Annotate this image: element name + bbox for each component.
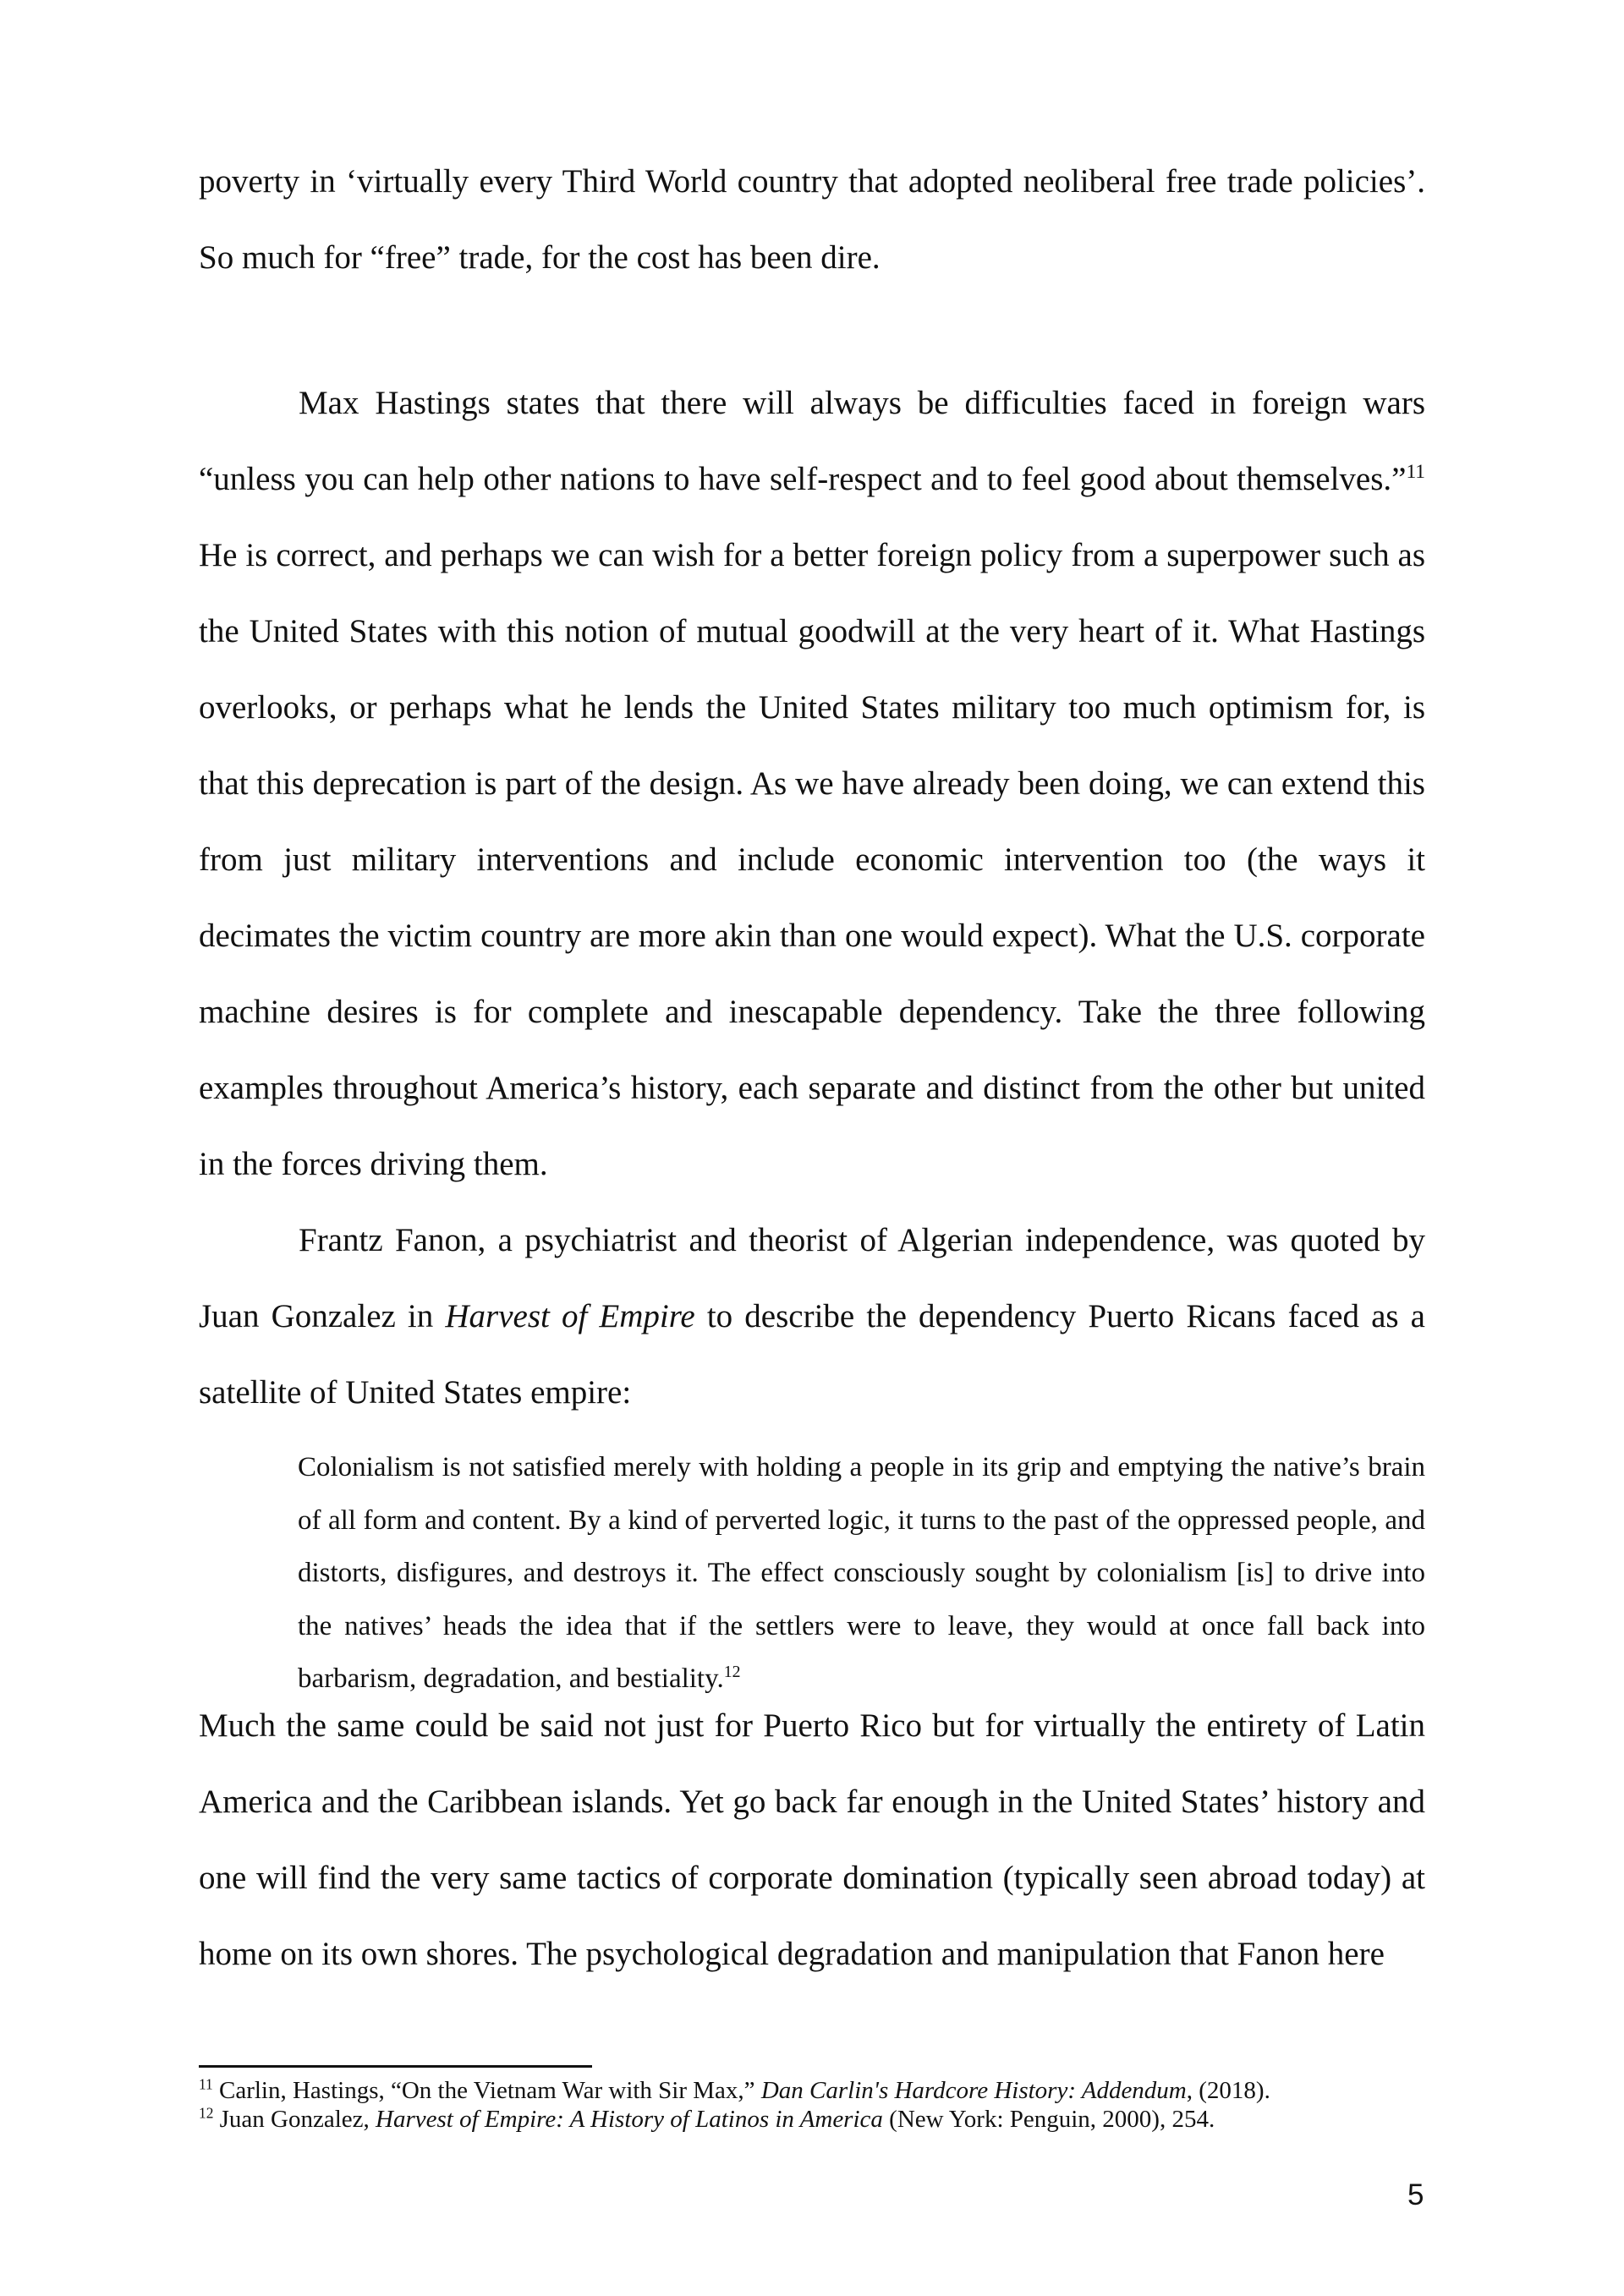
footnote-italic-title: Dan Carlin's Hardcore History: Addendum [760,2077,1187,2104]
footnote-11 [199,2076,1425,2105]
paragraph-2-text-b: He is correct, and perhaps we can wish for a better foreign policy from a superpower such as the United States with this notion of mutual goodwill at the very heart of it. What Hastings overlooks, or perhaps what he lends the United States military too much optimism for, is that this deprecation is part of the design. As we have already been doing, we can extend this from just military interventions and include economic intervention too (the ways it decimates the victim country are more akin than one would expect). What the U.S. corporate machine desires is for complete and inescapable dependency. Take the three following examples throughout America’s history, each separate and distinct from the other but united in the forces driving them. [199,537,1425,1182]
block-quote-text: Colonialism is not satisfied merely with holding a people in its grip and emptying the native’s brain of all form and content. By a kind of perverted logic, it turns to the past of the oppressed people, and distorts, disfigures, and destroys it. The effect consciously sought by colonialism [is] to drive into the natives’ heads the idea that if the settlers were to leave, they would at once fall back into barbarism, degradation, and bestiality. [298,1452,1425,1694]
footnote-separator [199,2065,592,2068]
paragraph-2 [199,365,1425,1203]
footnote-text-end: , (2018). [1186,2077,1270,2104]
footnote-ref-11[interactable]: 11 [1406,461,1425,483]
paragraph-3-text-b: to describe the dependency Puerto Ricans faced as a satellite of United States empire: [199,1298,1425,1411]
paragraph-3 [199,1203,1425,1431]
footnote-text: Juan Gonzalez, [213,2106,376,2133]
paragraph-2-text-a: Max Hastings states that there will always be difficulties faced in foreign wars “unless you can help other nations to have self-respect and to feel good about themselves.” [199,385,1425,497]
footnote-text: Carlin, Hastings, “On the Vietnam War with Sir Max,” [212,2077,761,2104]
footnote-number: 12 [199,2104,214,2122]
book-title: Harvest of Empire [445,1298,695,1334]
paragraph-3-text-a: Frantz Fanon, a psychiatrist and theorist of Algerian independence, was quoted by Juan Gonzalez in [199,1222,1425,1334]
page-number: 5 [1407,2178,1424,2211]
footnotes-section [199,2076,1425,2134]
footnote-ref-12[interactable]: 12 [723,1663,741,1681]
footnote-italic-title: Harvest of Empire: A History of Latinos in America [376,2106,883,2133]
footnote-text-end: (New York: Penguin, 2000), 254. [882,2106,1215,2133]
block-quote [298,1441,1425,1706]
footnote-number: 11 [199,2075,213,2093]
paragraph-4-text: Much the same could be said not just for Puerto Rico but for virtually the entirety of Latin America and the Caribbean islands. Yet go back far enough in the United States’ history and one will find the very same tactics of corporate domination (typically seen abroad today) at home on its own shores. The psychological degradation and manipulation that Fanon here [199,1707,1425,1972]
paragraph-1-text: poverty in ‘virtually every Third World country that adopted neoliberal free trade policies’. So much for “free” trade, for the cost has been dire. [199,163,1425,276]
footnote-12 [199,2105,1425,2134]
paragraph-1 [199,144,1425,296]
paragraph-4 [199,1688,1425,1992]
